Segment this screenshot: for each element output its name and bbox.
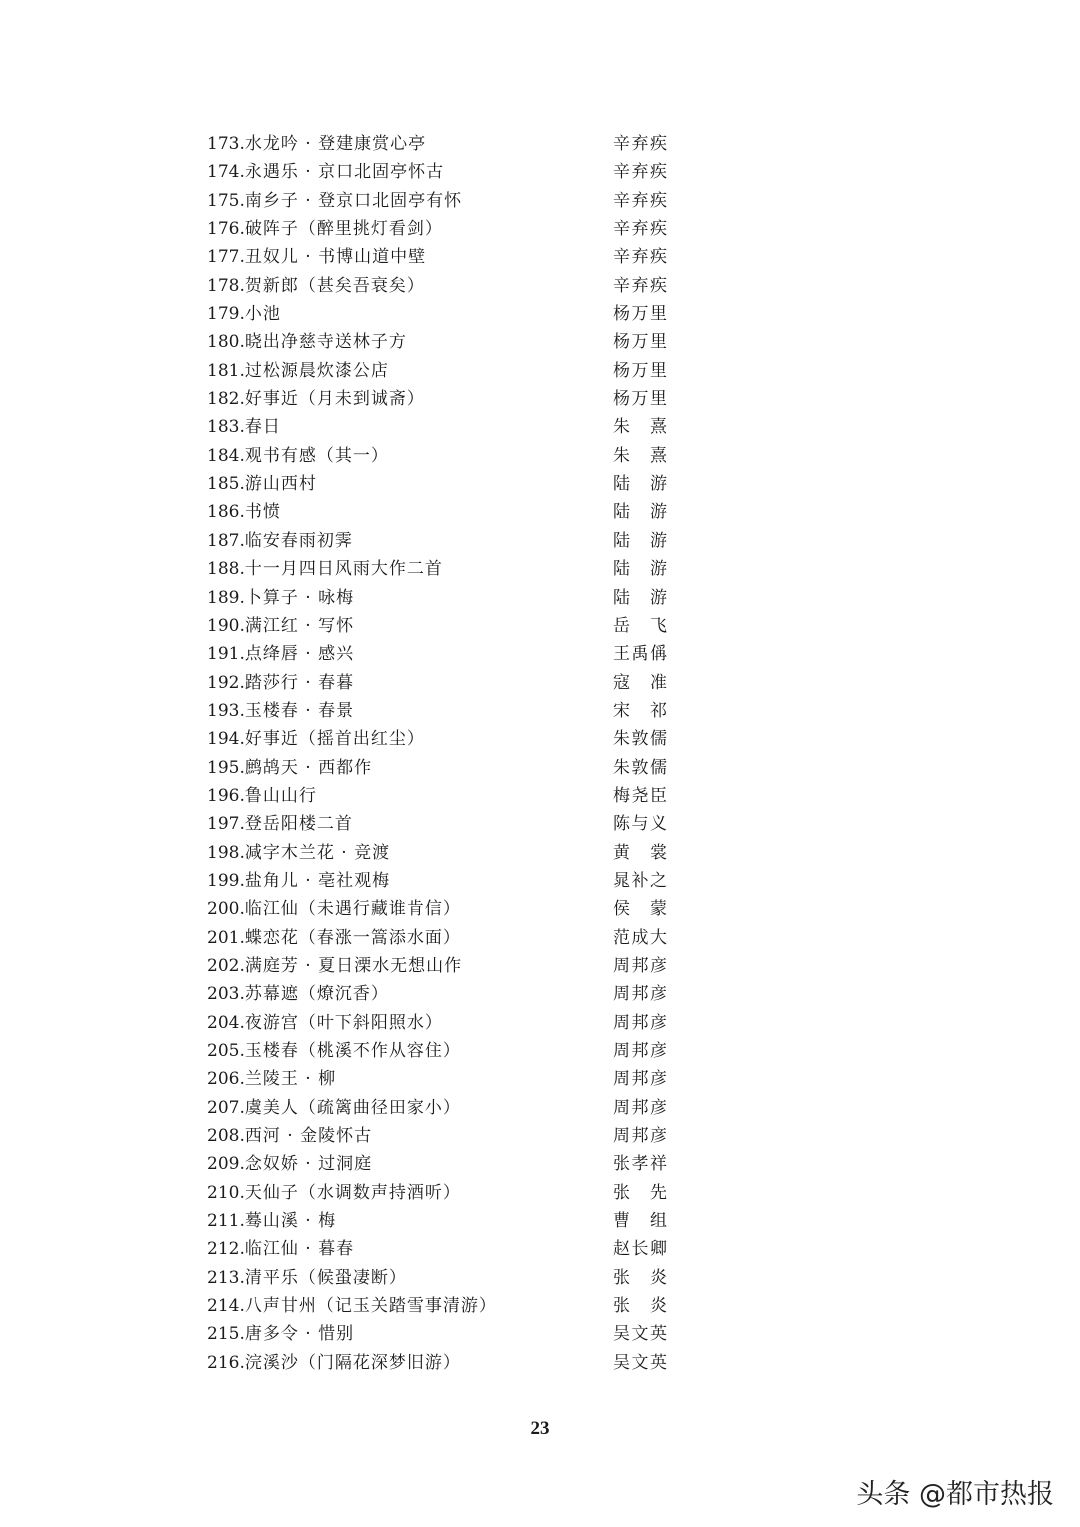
entry-author: 周邦彦 <box>613 1069 667 1090</box>
entry-author: 张炎 <box>613 1267 667 1288</box>
entry-left <box>207 754 372 782</box>
entry-number: 176. <box>207 219 245 240</box>
entry-number: 212. <box>207 1239 245 1260</box>
entry-left <box>207 555 443 583</box>
entry-left <box>207 442 389 470</box>
entry-number: 206. <box>207 1069 245 1090</box>
entry-number: 173. <box>207 134 245 154</box>
entry-left <box>207 952 462 980</box>
entry-author: 王禹偁 <box>613 644 667 665</box>
entry-number: 188. <box>207 559 245 580</box>
entry-left <box>207 669 354 697</box>
list-item <box>207 130 667 158</box>
entry-author: 寇准 <box>613 672 667 693</box>
entry-number: 187. <box>207 530 245 551</box>
entry-title: 好事近（月未到诚斋） <box>244 389 425 410</box>
entry-left <box>207 782 317 810</box>
entry-title: 玉楼春 · 春景 <box>244 700 355 721</box>
list-item <box>207 980 667 1008</box>
entry-left <box>207 1349 461 1377</box>
list-item <box>207 1150 667 1178</box>
entry-author: 辛弃疾 <box>613 247 667 268</box>
entry-author: 岳飞 <box>613 615 667 636</box>
entry-author: 宋祁 <box>613 700 667 721</box>
entry-left <box>207 1122 372 1150</box>
entry-title: 水龙吟 · 登建康赏心亭 <box>244 134 427 154</box>
list-item <box>207 810 667 838</box>
entry-left <box>207 725 425 753</box>
entry-author: 杨万里 <box>613 360 667 381</box>
entry-left <box>207 1037 461 1065</box>
entry-title: 苏幕遮（燎沉香） <box>244 984 389 1005</box>
entry-title: 鹧鸪天 · 西都作 <box>244 757 373 778</box>
list-item <box>207 300 667 328</box>
entry-number: 177. <box>207 247 245 268</box>
entry-left <box>207 328 407 356</box>
page-number: 23 <box>530 1418 550 1439</box>
entry-number: 216. <box>207 1352 245 1373</box>
entry-author: 张先 <box>613 1182 667 1203</box>
list-item <box>207 952 667 980</box>
entry-title: 唐多令 · 惜别 <box>244 1324 355 1345</box>
entry-left <box>207 1179 461 1207</box>
entry-title: 点绛唇 · 感兴 <box>244 644 355 665</box>
entry-number: 203. <box>207 984 245 1005</box>
entry-author: 杨万里 <box>613 389 667 410</box>
entry-author: 周邦彦 <box>613 955 667 976</box>
entry-title: 西河 · 金陵怀古 <box>244 1126 373 1147</box>
entry-author: 辛弃疾 <box>613 190 667 211</box>
entry-title: 满江红 · 写怀 <box>244 615 355 636</box>
entry-number: 204. <box>207 1012 245 1033</box>
list-item <box>207 385 667 413</box>
entry-author: 陆游 <box>613 559 667 580</box>
list-item <box>207 328 667 356</box>
entry-author: 朱熹 <box>613 417 667 438</box>
entry-number: 190. <box>207 615 245 636</box>
entry-title: 临江仙 · 暮春 <box>244 1239 355 1260</box>
entry-left <box>207 413 281 441</box>
entry-number: 199. <box>207 870 245 891</box>
entry-number: 179. <box>207 304 245 325</box>
entry-title: 破阵子（醉里挑灯看剑） <box>244 219 443 240</box>
list-item <box>207 584 667 612</box>
entry-author: 周邦彦 <box>613 1097 667 1118</box>
entry-title: 天仙子（水调数声持酒听） <box>244 1182 461 1203</box>
entry-title: 满庭芳 · 夏日溧水无想山作 <box>244 955 463 976</box>
entry-author: 陈与义 <box>613 814 667 835</box>
entry-left <box>207 697 354 725</box>
entry-left <box>207 584 354 612</box>
entry-number: 180. <box>207 332 245 353</box>
entry-left <box>207 924 461 952</box>
list-item <box>207 1065 667 1093</box>
entry-title: 清平乐（候蛩凄断） <box>244 1267 407 1288</box>
entry-left <box>207 1207 336 1235</box>
entry-left <box>207 130 426 158</box>
entry-author: 吴文英 <box>613 1352 667 1373</box>
list-item <box>207 158 667 186</box>
list-item <box>207 527 667 555</box>
entry-title: 观书有感（其一） <box>244 445 389 466</box>
entry-title: 游山西村 <box>244 474 317 495</box>
entry-title: 盐角儿 · 亳社观梅 <box>244 870 391 891</box>
entry-left <box>207 187 462 215</box>
entry-author: 杨万里 <box>613 332 667 353</box>
list-item <box>207 1122 667 1150</box>
entry-left <box>207 1150 372 1178</box>
entry-author: 辛弃疾 <box>613 275 667 296</box>
entry-title: 蝶恋花（春涨一篙添水面） <box>244 927 461 948</box>
entry-title: 兰陵王 · 柳 <box>244 1069 337 1090</box>
entry-left <box>207 215 443 243</box>
list-item <box>207 924 667 952</box>
entry-title: 浣溪沙（门隔花深梦旧游） <box>244 1352 461 1373</box>
entry-author: 朱敦儒 <box>613 729 667 750</box>
entry-number: 194. <box>207 729 245 750</box>
entry-left <box>207 357 389 385</box>
entry-number: 182. <box>207 389 245 410</box>
entry-left <box>207 385 425 413</box>
entry-left <box>207 1009 443 1037</box>
entry-title: 登岳阳楼二首 <box>244 814 353 835</box>
entry-title: 南乡子 · 登京口北固亭有怀 <box>244 190 463 211</box>
entry-author: 陆游 <box>613 502 667 523</box>
entry-author: 朱敦儒 <box>613 757 667 778</box>
list-item <box>207 640 667 668</box>
list-item <box>207 1264 667 1292</box>
entry-number: 191. <box>207 644 245 665</box>
entry-number: 197. <box>207 814 245 835</box>
entry-left <box>207 1320 354 1348</box>
entry-author: 范成大 <box>613 927 667 948</box>
entry-author: 杨万里 <box>613 304 667 325</box>
entry-author: 辛弃疾 <box>613 134 667 154</box>
list-item <box>207 555 667 583</box>
poem-list <box>207 130 667 1377</box>
list-item <box>207 272 667 300</box>
list-item <box>207 1349 667 1377</box>
list-item <box>207 1292 667 1320</box>
entry-number: 196. <box>207 785 245 806</box>
list-item <box>207 470 667 498</box>
entry-title: 好事近（摇首出红尘） <box>244 729 425 750</box>
list-item <box>207 839 667 867</box>
entry-title: 玉楼春（桃溪不作从容住） <box>244 1041 461 1061</box>
entry-author: 辛弃疾 <box>613 219 667 240</box>
entry-number: 186. <box>207 502 245 523</box>
entry-title: 临安春雨初霁 <box>244 530 353 551</box>
entry-title: 书愤 <box>244 502 281 523</box>
entry-title: 永遇乐 · 京口北固亭怀古 <box>244 162 445 183</box>
entry-left <box>207 498 281 526</box>
entry-number: 202. <box>207 955 245 976</box>
list-item <box>207 782 667 810</box>
list-item <box>207 725 667 753</box>
entry-number: 214. <box>207 1296 245 1317</box>
entry-title: 临江仙（未遇行藏谁肯信） <box>244 899 461 920</box>
list-item <box>207 612 667 640</box>
entry-author: 陆游 <box>613 530 667 551</box>
entry-number: 185. <box>207 474 245 495</box>
entry-author: 周邦彦 <box>613 1041 667 1061</box>
entry-left <box>207 980 389 1008</box>
list-item <box>207 1094 667 1122</box>
entry-left <box>207 839 390 867</box>
entry-number: 200. <box>207 899 245 920</box>
list-item <box>207 697 667 725</box>
list-item <box>207 754 667 782</box>
entry-number: 174. <box>207 162 245 183</box>
list-item <box>207 1235 667 1263</box>
list-item <box>207 413 667 441</box>
entry-left <box>207 640 354 668</box>
entry-left <box>207 1292 497 1320</box>
entry-left <box>207 1264 407 1292</box>
entry-left <box>207 867 390 895</box>
list-item <box>207 1207 667 1235</box>
entry-title: 卜算子 · 咏梅 <box>244 587 355 608</box>
entry-title: 踏莎行 · 春暮 <box>244 672 355 693</box>
entry-author: 张孝祥 <box>613 1154 667 1175</box>
entry-title: 过松源晨炊漆公店 <box>244 360 389 381</box>
entry-author: 周邦彦 <box>613 984 667 1005</box>
entry-author: 吴文英 <box>613 1324 667 1345</box>
entry-author: 张炎 <box>613 1296 667 1317</box>
list-item <box>207 867 667 895</box>
list-item <box>207 669 667 697</box>
entry-left <box>207 243 426 271</box>
entry-number: 183. <box>207 417 245 438</box>
entry-left <box>207 158 444 186</box>
entry-left <box>207 810 353 838</box>
entry-number: 198. <box>207 842 245 863</box>
entry-left <box>207 1235 354 1263</box>
entry-number: 211. <box>207 1211 245 1232</box>
entry-title: 贺新郎（甚矣吾衰矣） <box>244 275 425 296</box>
entry-title: 丑奴儿 · 书博山道中壁 <box>244 247 427 268</box>
entry-author: 辛弃疾 <box>613 162 667 183</box>
entry-number: 207. <box>207 1097 245 1118</box>
entry-number: 209. <box>207 1154 245 1175</box>
entry-number: 208. <box>207 1126 245 1147</box>
list-item <box>207 498 667 526</box>
entry-author: 梅尧臣 <box>613 785 667 806</box>
entry-left <box>207 272 425 300</box>
entry-title: 鲁山山行 <box>244 785 317 806</box>
entry-number: 178. <box>207 275 245 296</box>
list-item <box>207 357 667 385</box>
entry-title: 春日 <box>244 417 281 438</box>
list-item <box>207 442 667 470</box>
entry-number: 192. <box>207 672 245 693</box>
list-item <box>207 1179 667 1207</box>
entry-number: 189. <box>207 587 245 608</box>
entry-number: 213. <box>207 1267 245 1288</box>
entry-author: 陆游 <box>613 587 667 608</box>
entry-left <box>207 895 461 923</box>
entry-title: 蓦山溪 · 梅 <box>244 1211 337 1232</box>
entry-title: 夜游宫（叶下斜阳照水） <box>244 1012 443 1033</box>
entry-author: 晁补之 <box>613 870 667 891</box>
entry-title: 八声甘州（记玉关踏雪事清游） <box>244 1296 497 1317</box>
entry-number: 181. <box>207 360 245 381</box>
entry-author: 赵长卿 <box>613 1239 667 1260</box>
entry-title: 减字木兰花 · 竞渡 <box>244 842 391 863</box>
list-item <box>207 215 667 243</box>
entry-author: 黄裳 <box>613 842 667 863</box>
list-item <box>207 895 667 923</box>
entry-left <box>207 612 354 640</box>
list-item <box>207 187 667 215</box>
entry-title: 十一月四日风雨大作二首 <box>244 559 443 580</box>
entry-title: 虞美人（疏篱曲径田家小） <box>244 1097 461 1118</box>
list-item <box>207 1037 667 1065</box>
entry-author: 周邦彦 <box>613 1126 667 1147</box>
entry-left <box>207 300 281 328</box>
list-item <box>207 1320 667 1348</box>
entry-left <box>207 1065 336 1093</box>
entry-author: 侯蒙 <box>613 899 667 920</box>
entry-number: 193. <box>207 700 245 721</box>
list-item <box>207 243 667 271</box>
list-item <box>207 1009 667 1037</box>
entry-left <box>207 1094 461 1122</box>
entry-left <box>207 470 317 498</box>
entry-author: 朱熹 <box>613 445 667 466</box>
entry-number: 175. <box>207 190 245 211</box>
entry-number: 205. <box>207 1041 245 1061</box>
entry-title: 晓出净慈寺送林子方 <box>244 332 407 353</box>
entry-number: 195. <box>207 757 245 778</box>
entry-title: 念奴娇 · 过洞庭 <box>244 1154 373 1175</box>
entry-title: 小池 <box>244 304 281 325</box>
entry-number: 184. <box>207 445 245 466</box>
watermark: 头条 @都市热报 <box>856 1479 1054 1510</box>
entry-author: 曹组 <box>613 1211 667 1232</box>
entry-author: 陆游 <box>613 474 667 495</box>
entry-number: 215. <box>207 1324 245 1345</box>
entry-author: 周邦彦 <box>613 1012 667 1033</box>
entry-number: 210. <box>207 1182 245 1203</box>
entry-number: 201. <box>207 927 245 948</box>
entry-left <box>207 527 353 555</box>
